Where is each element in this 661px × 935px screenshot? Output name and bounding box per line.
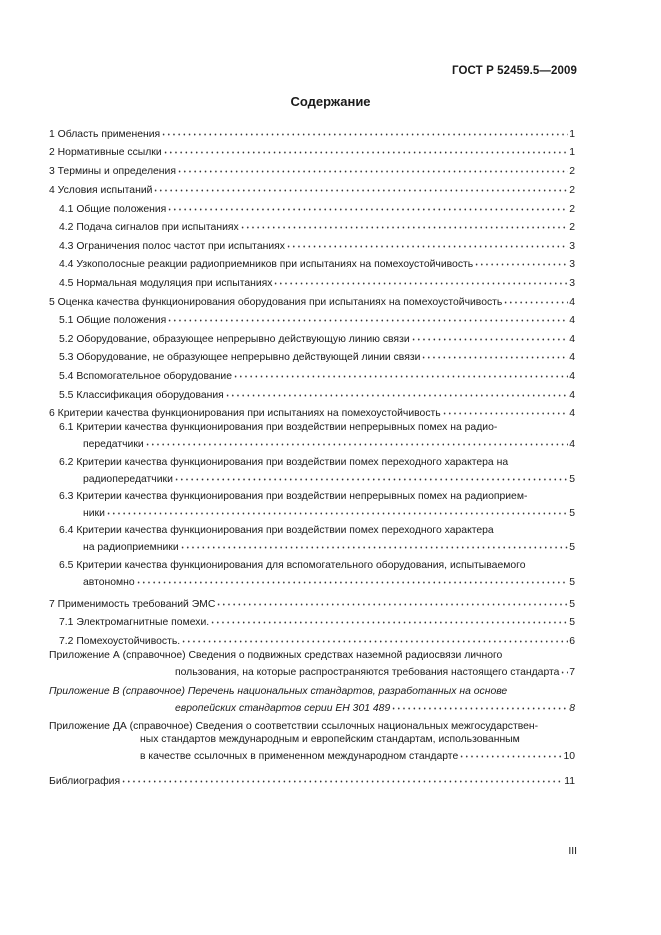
toc-entry-7-2[interactable]: 7.2 Помехоустойчивость. 6 [59,631,575,644]
document-code: ГОСТ Р 52459.5—2009 [452,65,577,77]
toc-appendix-a[interactable]: Приложение А (справочное) Сведения о подвижных средствах наземной радиосвязи личного пользования, на которые распространяются требования настоящего стандарта 7 [49,650,575,678]
toc-entry-1[interactable]: 1 Область применения 1 [49,124,575,137]
toc-entry-5-1[interactable]: 5.1 Общие положения 4 [59,310,575,323]
toc-entry-4-4[interactable]: 4.4 Узкополосные реакции радиоприемников при испытаниях на помехоустойчивость 3 [59,254,575,267]
toc-entry-3[interactable]: 3 Термины и определения 2 [49,161,575,174]
toc-entry-2[interactable]: 2 Нормативные ссылки 1 [49,142,575,155]
toc-bibliography[interactable]: Библиография 11 [49,771,575,784]
toc-entry-6-5[interactable]: 6.5 Критерии качества функционирования для вспомогательного оборудования, испытываемого автономно 5 [59,560,575,588]
page-title: Содержание [290,94,371,109]
toc-entry-4[interactable]: 4 Условия испытаний 2 [49,180,575,193]
toc-entry-5-5[interactable]: 5.5 Классификация оборудования 4 [59,385,575,398]
toc-entry-6[interactable]: 6 Критерии качества функционирования при испытаниях на помехоустойчивость 4 [49,403,575,416]
toc-entry-7-1[interactable]: 7.1 Электромагнитные помехи. 5 [59,612,575,625]
toc-entry-6-3[interactable]: 6.3 Критерии качества функционирования при воздействии непрерывных помех на радиоприем- ники 5 [59,491,575,519]
toc-appendix-b[interactable]: Приложение В (справочное) Перечень национальных стандартов, разработанных на основе европейских стандартов серии ЕН 301 489 8 [49,686,575,714]
toc-entry-5-4[interactable]: 5.4 Вспомогательное оборудование 4 [59,366,575,379]
toc-appendix-da[interactable]: Приложение ДА (справочное) Сведения о соответствии ссылочных национальных межгосударствен- ных стандартов международным и европейским стандартам, использованным в качестве ссылочных в примененном международном стандарте 10 [49,721,575,762]
toc-entry-5[interactable]: 5 Оценка качества функционирования оборудования при испытаниях на помехоустойчивость 4 [49,292,575,305]
toc-entry-4-2[interactable]: 4.2 Подача сигналов при испытаниях 2 [59,217,575,230]
toc-entry-6-2[interactable]: 6.2 Критерии качества функционирования при воздействии помех переходного характера на радиопередатчики 5 [59,457,575,485]
toc-entry-5-3[interactable]: 5.3 Оборудование, не образующее непрерывно действующей линии связи 4 [59,347,575,360]
toc-entry-5-2[interactable]: 5.2 Оборудование, образующее непрерывно действующую линию связи 4 [59,329,575,342]
toc-entry-4-3[interactable]: 4.3 Ограничения полос частот при испытаниях 3 [59,236,575,249]
toc-entry-4-1[interactable]: 4.1 Общие положения 2 [59,199,575,212]
page-number: III [568,846,577,857]
toc-entry-7[interactable]: 7 Применимость требований ЭМС 5 [49,594,575,607]
toc-entry-4-5[interactable]: 4.5 Нормальная модуляция при испытаниях 3 [59,273,575,286]
toc-entry-6-4[interactable]: 6.4 Критерии качества функционирования при воздействии помех переходного характера на радиоприемники 5 [59,525,575,553]
toc-entry-6-1[interactable]: 6.1 Критерии качества функционирования при воздействии непрерывных помех на радио- передатчики 4 [59,422,575,450]
